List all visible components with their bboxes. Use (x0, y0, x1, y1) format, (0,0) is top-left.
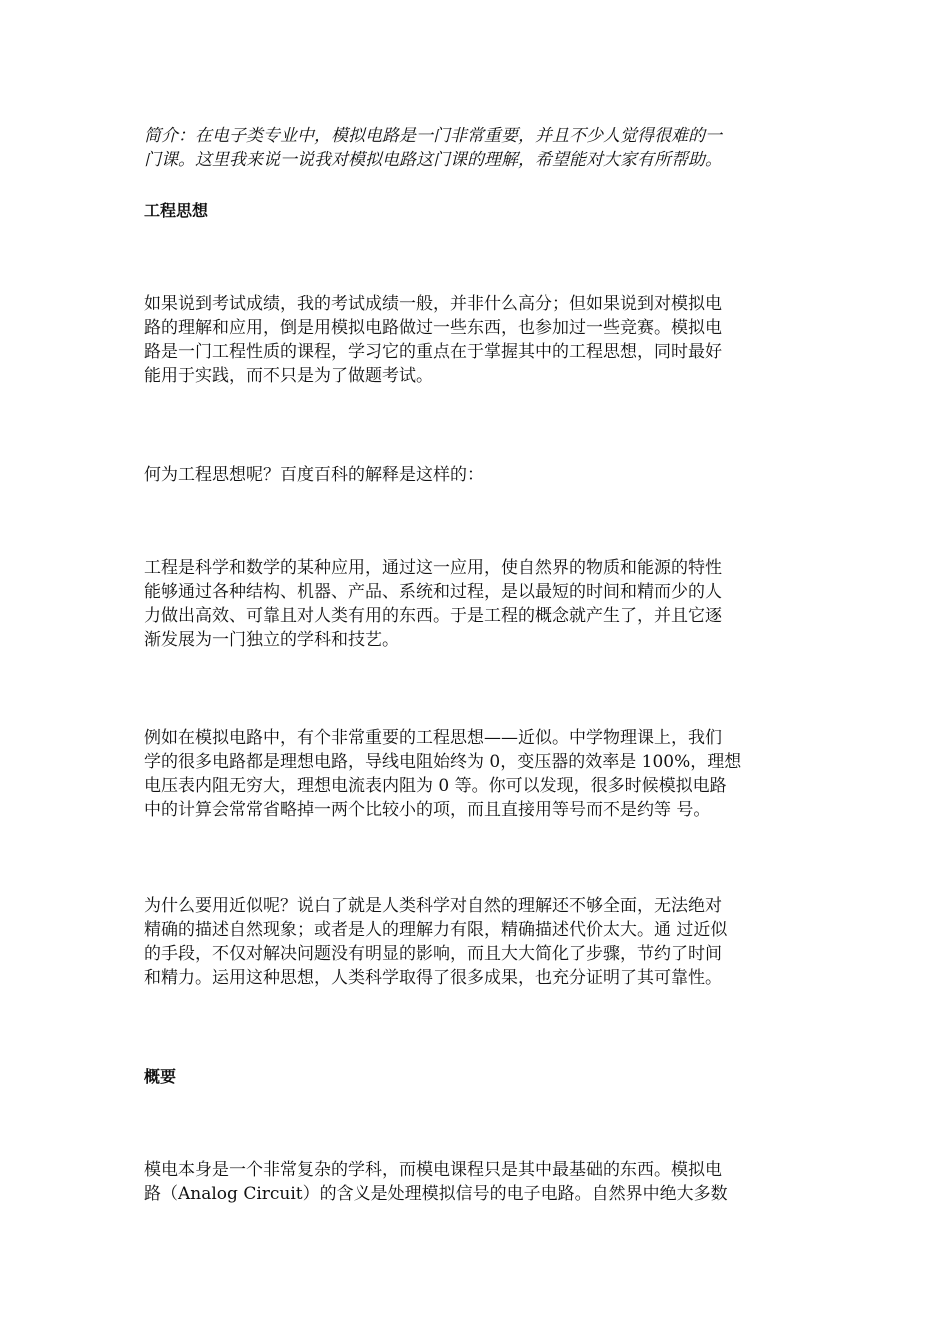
paragraph-line: 电压表内阻无穷大，理想电流表内阻为 0 等。你可以发现，很多时候模拟电路 (144, 776, 727, 796)
paragraph-exam-results (144, 292, 808, 388)
paragraph-line: 渐发展为一门独立的学科和技艺。 (144, 630, 399, 650)
paragraph-line: 路（Analog Circuit）的含义是处理模拟信号的电子电路。自然界中绝大多数 (144, 1184, 728, 1204)
heading-text: 工程思想 (144, 201, 209, 220)
paragraph-line: 的手段，不仅对解决问题没有明显的影响，而且大大简化了步骤，节约了时间 (144, 944, 722, 964)
paragraph-line: 模电本身是一个非常复杂的学科，而模电课程只是其中最基础的东西。模拟电 (144, 1160, 722, 1180)
paragraph-line: 精确的描述自然现象；或者是人的理解力有限，精确描述代价太大。通 过近似 (144, 920, 728, 940)
paragraph-overview (144, 1158, 808, 1206)
paragraph-line: 为什么要用近似呢？说白了就是人类科学对自然的理解还不够全面，无法绝对 (144, 896, 722, 916)
paragraph-line: 何为工程思想呢？百度百科的解释是这样的： (144, 465, 484, 485)
intro-line: 门课。这里我来说一说我对模拟电路这门课的理解，希望能对大家有所帮助。 (144, 150, 722, 170)
intro-line: 简介：在电子类专业中，模拟电路是一门非常重要，并且不少人觉得很难的一 (144, 126, 722, 146)
paragraph-line: 能用于实践，而不只是为了做题考试。 (144, 366, 433, 386)
paragraph-line: 和精力。运用这种思想，人类科学取得了很多成果，也充分证明了其可靠性。 (144, 968, 722, 988)
paragraph-line: 如果说到考试成绩，我的考试成绩一般，并非什么高分；但如果说到对模拟电 (144, 294, 722, 314)
paragraph-line: 例如在模拟电路中，有个非常重要的工程思想——近似。中学物理课上，我们 (144, 728, 722, 748)
section-heading-engineering (144, 199, 808, 223)
paragraph-line: 学的很多电路都是理想电路，导线电阻始终为 0，变压器的效率是 100%，理想 (144, 752, 742, 772)
paragraph-line: 能够通过各种结构、机器、产品、系统和过程，是以最短的时间和精而少的人 (144, 582, 722, 602)
paragraph-approximation (144, 726, 808, 822)
paragraph-why-approximation (144, 894, 808, 990)
section-heading-overview (144, 1065, 808, 1089)
paragraph-line: 路的理解和应用，倒是用模拟电路做过一些东西，也参加过一些竞赛。模拟电 (144, 318, 722, 338)
paragraph-line: 中的计算会常常省略掉一两个比较小的项，而且直接用等号而不是约等 号。 (144, 800, 711, 820)
paragraph-engineering-definition (144, 556, 808, 652)
paragraph-what-is-engineering (144, 463, 808, 487)
paragraph-line: 工程是科学和数学的某种应用，通过这一应用，使自然界的物质和能源的特性 (144, 558, 722, 578)
intro-paragraph (144, 124, 808, 172)
paragraph-line: 路是一门工程性质的课程，学习它的重点在于掌握其中的工程思想，同时最好 (144, 342, 722, 362)
heading-text: 概要 (144, 1067, 177, 1086)
paragraph-line: 力做出高效、可靠且对人类有用的东西。于是工程的概念就产生了，并且它逐 (144, 606, 722, 626)
